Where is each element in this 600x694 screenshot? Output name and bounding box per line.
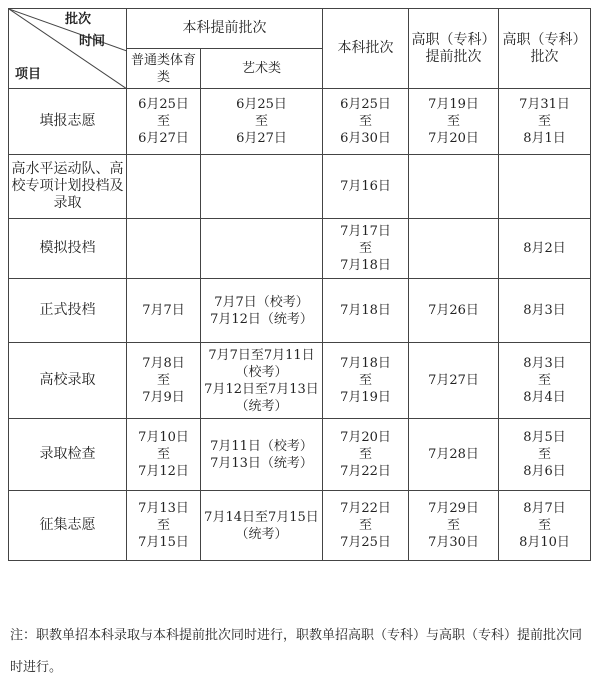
date-cell: 8月3日 至 8月4日 [499, 343, 591, 419]
row-label: 高水平运动队、高校专项计划投档及录取 [9, 155, 127, 219]
date-cell: 7月8日 至 7月9日 [127, 343, 201, 419]
date-cell: 7月20日 至 7月22日 [323, 419, 409, 491]
footnote: 注：职教单招本科录取与本科提前批次同时进行，职教单招高职（专科）与高职（专科）提前批次同时进行。 [10, 628, 583, 675]
row-label: 高校录取 [9, 343, 127, 419]
row-label: 填报志愿 [9, 89, 127, 155]
date-cell: 8月2日 [499, 219, 591, 279]
date-cell: 7月10日 至 7月12日 [127, 419, 201, 491]
corner-time-label: 时间 [79, 34, 106, 49]
table-row [9, 419, 591, 491]
table-row [9, 279, 591, 343]
header-undergrad: 本科批次 [323, 9, 409, 89]
table-row [9, 219, 591, 279]
date-cell: 7月31日 至 8月1日 [499, 89, 591, 155]
row-label: 征集志愿 [9, 491, 127, 561]
date-cell: 7月26日 [409, 279, 499, 343]
date-cell [201, 155, 323, 219]
date-cell: 7月16日 [323, 155, 409, 219]
date-cell: 7月7日（校考） 7月12日（统考） [201, 279, 323, 343]
date-cell [499, 155, 591, 219]
date-cell: 7月7日 [127, 279, 201, 343]
table-row [9, 89, 591, 155]
row-label: 模拟投档 [9, 219, 127, 279]
date-cell: 7月19日 至 7月20日 [409, 89, 499, 155]
corner-item-label: 项目 [15, 67, 42, 82]
date-cell: 8月5日 至 8月6日 [499, 419, 591, 491]
header-early-undergrad: 本科提前批次 [127, 9, 323, 49]
row-label: 正式投档 [9, 279, 127, 343]
corner-header-cell [9, 9, 127, 89]
date-cell: 6月25日 至 6月30日 [323, 89, 409, 155]
date-cell: 8月3日 [499, 279, 591, 343]
table-row [9, 491, 591, 561]
date-cell: 7月14日至7月15日（统考） [201, 491, 323, 561]
table-row [9, 343, 591, 419]
header-arts: 艺术类 [201, 49, 323, 89]
date-cell [409, 219, 499, 279]
date-cell: 7月17日 至 7月18日 [323, 219, 409, 279]
row-label: 录取检查 [9, 419, 127, 491]
header-sports: 普通类体育类 [127, 49, 201, 89]
date-cell: 6月25日 至 6月27日 [201, 89, 323, 155]
date-cell [201, 219, 323, 279]
date-cell: 7月28日 [409, 419, 499, 491]
date-cell: 7月22日 至 7月25日 [323, 491, 409, 561]
header-vocational-early: 高职（专科）提前批次 [409, 9, 499, 89]
table-row [9, 155, 591, 219]
date-cell: 7月29日 至 7月30日 [409, 491, 499, 561]
date-cell [127, 219, 201, 279]
date-cell: 7月11日（校考） 7月13日（统考） [201, 419, 323, 491]
date-cell: 6月25日 至 6月27日 [127, 89, 201, 155]
date-cell: 7月13日 至 7月15日 [127, 491, 201, 561]
header-vocational: 高职（专科）批次 [499, 9, 591, 89]
date-cell: 8月7日 至 8月10日 [499, 491, 591, 561]
date-cell: 7月7日至7月11日（校考） 7月12日至7月13日（统考） [201, 343, 323, 419]
date-cell: 7月27日 [409, 343, 499, 419]
date-cell: 7月18日 [323, 279, 409, 343]
date-cell [127, 155, 201, 219]
corner-batch-label: 批次 [65, 12, 92, 27]
admission-schedule-table [8, 8, 591, 561]
date-cell [409, 155, 499, 219]
date-cell: 7月18日 至 7月19日 [323, 343, 409, 419]
